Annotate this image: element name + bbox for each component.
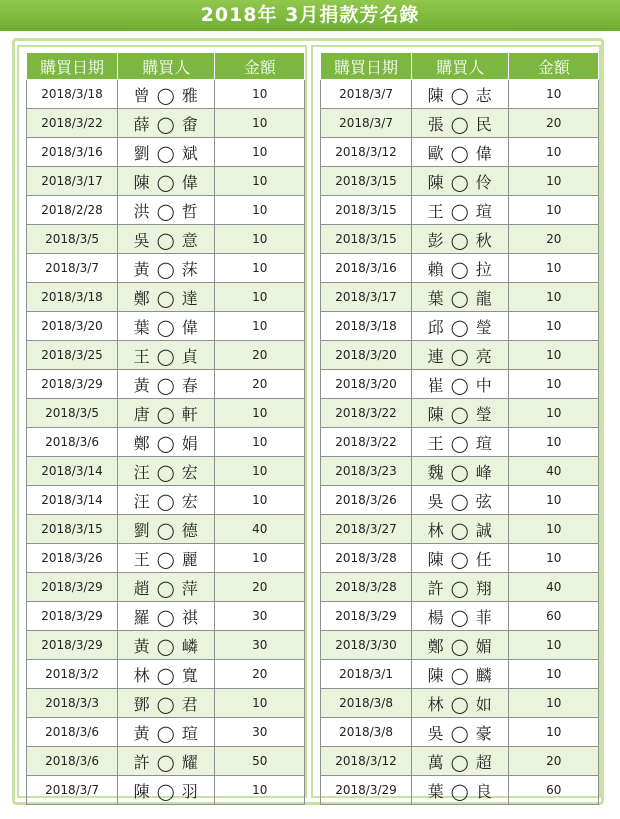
right-table-panel	[311, 45, 601, 801]
amount-cell: 10	[509, 486, 599, 515]
amount-cell: 20	[215, 370, 305, 399]
table-row	[321, 312, 599, 341]
date-cell: 2018/3/1	[321, 660, 412, 689]
date-cell: 2018/3/15	[321, 167, 412, 196]
buyer-cell: 陳 ◯ 任	[412, 544, 509, 573]
table-row	[321, 254, 599, 283]
table-row	[27, 631, 305, 660]
buyer-cell: 鄧 ◯ 君	[118, 689, 215, 718]
table-row	[27, 341, 305, 370]
date-cell: 2018/3/5	[27, 225, 118, 254]
amount-cell: 10	[215, 312, 305, 341]
amount-cell: 10	[509, 515, 599, 544]
date-cell: 2018/3/17	[27, 167, 118, 196]
amount-cell: 60	[509, 776, 599, 805]
date-cell: 2018/3/14	[27, 457, 118, 486]
date-cell: 2018/3/6	[27, 428, 118, 457]
amount-cell: 10	[215, 689, 305, 718]
amount-cell: 10	[509, 544, 599, 573]
amount-cell: 10	[215, 486, 305, 515]
amount-cell: 10	[509, 660, 599, 689]
table-row	[27, 399, 305, 428]
buyer-cell: 鄭 ◯ 達	[118, 283, 215, 312]
buyer-cell: 許 ◯ 耀	[118, 747, 215, 776]
date-cell: 2018/3/29	[27, 631, 118, 660]
date-cell: 2018/3/23	[321, 457, 412, 486]
table-row	[321, 167, 599, 196]
page-title: 2018年 3月捐款芳名錄	[0, 0, 620, 31]
date-cell: 2018/3/2	[27, 660, 118, 689]
table-row	[321, 573, 599, 602]
buyer-cell: 曾 ◯ 雅	[118, 80, 215, 109]
amount-cell: 10	[215, 254, 305, 283]
buyer-cell: 劉 ◯ 斌	[118, 138, 215, 167]
amount-cell: 20	[215, 573, 305, 602]
buyer-cell: 劉 ◯ 德	[118, 515, 215, 544]
buyer-cell: 葉 ◯ 龍	[412, 283, 509, 312]
date-cell: 2018/3/17	[321, 283, 412, 312]
date-cell: 2018/3/8	[321, 689, 412, 718]
table-row	[27, 544, 305, 573]
buyer-cell: 唐 ◯ 軒	[118, 399, 215, 428]
buyer-cell: 陳 ◯ 偉	[118, 167, 215, 196]
amount-cell: 10	[509, 80, 599, 109]
amount-cell: 10	[509, 370, 599, 399]
table-row	[321, 370, 599, 399]
amount-cell: 10	[509, 341, 599, 370]
header-row	[321, 53, 599, 80]
table-row	[321, 196, 599, 225]
amount-cell: 10	[509, 167, 599, 196]
buyer-cell: 陳 ◯ 麟	[412, 660, 509, 689]
table-row	[27, 167, 305, 196]
date-cell: 2018/3/29	[321, 602, 412, 631]
table-row	[27, 486, 305, 515]
amount-cell: 10	[509, 138, 599, 167]
date-cell: 2018/3/29	[321, 776, 412, 805]
buyer-cell: 彭 ◯ 秋	[412, 225, 509, 254]
date-cell: 2018/3/22	[321, 428, 412, 457]
table-row	[27, 602, 305, 631]
amount-cell: 10	[215, 283, 305, 312]
table-row	[27, 689, 305, 718]
buyer-cell: 吳 ◯ 意	[118, 225, 215, 254]
amount-cell: 40	[215, 515, 305, 544]
table-row	[321, 544, 599, 573]
table-row	[321, 138, 599, 167]
amount-cell: 10	[215, 167, 305, 196]
table-row	[27, 283, 305, 312]
table-row	[321, 399, 599, 428]
table-row	[321, 225, 599, 254]
table-row	[27, 312, 305, 341]
table-row	[321, 109, 599, 138]
buyer-cell: 連 ◯ 亮	[412, 341, 509, 370]
amount-cell: 10	[215, 428, 305, 457]
table-row	[27, 80, 305, 109]
buyer-cell: 陳 ◯ 伶	[412, 167, 509, 196]
amount-cell: 60	[509, 602, 599, 631]
date-cell: 2018/3/16	[27, 138, 118, 167]
buyer-cell: 王 ◯ 麗	[118, 544, 215, 573]
buyer-cell: 陳 ◯ 羽	[118, 776, 215, 805]
date-cell: 2018/3/7	[321, 109, 412, 138]
amount-cell: 10	[509, 399, 599, 428]
buyer-cell: 羅 ◯ 祺	[118, 602, 215, 631]
buyer-cell: 趙 ◯ 萍	[118, 573, 215, 602]
amount-cell: 10	[215, 457, 305, 486]
amount-cell: 20	[215, 660, 305, 689]
date-cell: 2018/3/28	[321, 544, 412, 573]
amount-cell: 10	[509, 312, 599, 341]
table-row	[27, 370, 305, 399]
date-cell: 2018/3/7	[321, 80, 412, 109]
date-cell: 2018/3/7	[27, 254, 118, 283]
date-cell: 2018/3/30	[321, 631, 412, 660]
amount-cell: 10	[509, 254, 599, 283]
header-amount: 金額	[509, 53, 599, 80]
buyer-cell: 歐 ◯ 偉	[412, 138, 509, 167]
amount-cell: 20	[509, 109, 599, 138]
table-row	[321, 689, 599, 718]
table-row	[321, 776, 599, 805]
amount-cell: 40	[509, 457, 599, 486]
date-cell: 2018/3/3	[27, 689, 118, 718]
date-cell: 2018/3/27	[321, 515, 412, 544]
amount-cell: 10	[215, 196, 305, 225]
date-cell: 2018/3/18	[27, 283, 118, 312]
buyer-cell: 賴 ◯ 拉	[412, 254, 509, 283]
buyer-cell: 黃 ◯ 瑄	[118, 718, 215, 747]
amount-cell: 10	[215, 544, 305, 573]
buyer-cell: 黃 ◯ 春	[118, 370, 215, 399]
date-cell: 2018/3/29	[27, 370, 118, 399]
amount-cell: 30	[215, 718, 305, 747]
buyer-cell: 陳 ◯ 志	[412, 80, 509, 109]
table-row	[27, 573, 305, 602]
donor-table-right	[320, 52, 599, 805]
date-cell: 2018/3/29	[27, 573, 118, 602]
date-cell: 2018/3/12	[321, 138, 412, 167]
buyer-cell: 崔 ◯ 中	[412, 370, 509, 399]
table-row	[27, 428, 305, 457]
date-cell: 2018/2/28	[27, 196, 118, 225]
amount-cell: 10	[215, 109, 305, 138]
header-date: 購買日期	[27, 53, 118, 80]
buyer-cell: 葉 ◯ 偉	[118, 312, 215, 341]
buyer-cell: 邱 ◯ 瑩	[412, 312, 509, 341]
table-row	[27, 138, 305, 167]
buyer-cell: 林 ◯ 誠	[412, 515, 509, 544]
table-row	[321, 457, 599, 486]
buyer-cell: 汪 ◯ 宏	[118, 486, 215, 515]
buyer-cell: 葉 ◯ 良	[412, 776, 509, 805]
date-cell: 2018/3/5	[27, 399, 118, 428]
buyer-cell: 鄭 ◯ 媚	[412, 631, 509, 660]
date-cell: 2018/3/20	[27, 312, 118, 341]
table-row	[321, 341, 599, 370]
buyer-cell: 陳 ◯ 瑩	[412, 399, 509, 428]
date-cell: 2018/3/26	[27, 544, 118, 573]
buyer-cell: 洪 ◯ 哲	[118, 196, 215, 225]
date-cell: 2018/3/14	[27, 486, 118, 515]
amount-cell: 40	[509, 573, 599, 602]
buyer-cell: 黃 ◯ 嶙	[118, 631, 215, 660]
date-cell: 2018/3/18	[27, 80, 118, 109]
amount-cell: 10	[509, 689, 599, 718]
amount-cell: 10	[215, 80, 305, 109]
buyer-cell: 張 ◯ 民	[412, 109, 509, 138]
table-row	[27, 225, 305, 254]
table-row	[27, 196, 305, 225]
amount-cell: 10	[215, 225, 305, 254]
buyer-cell: 魏 ◯ 峰	[412, 457, 509, 486]
buyer-cell: 王 ◯ 瑄	[412, 196, 509, 225]
amount-cell: 20	[509, 225, 599, 254]
table-row	[321, 283, 599, 312]
amount-cell: 20	[215, 341, 305, 370]
amount-cell: 10	[509, 196, 599, 225]
buyer-cell: 楊 ◯ 菲	[412, 602, 509, 631]
table-row	[27, 747, 305, 776]
buyer-cell: 王 ◯ 貞	[118, 341, 215, 370]
amount-cell: 10	[509, 718, 599, 747]
left-table-panel	[17, 45, 307, 801]
amount-cell: 10	[509, 283, 599, 312]
amount-cell: 10	[215, 776, 305, 805]
buyer-cell: 吳 ◯ 弦	[412, 486, 509, 515]
table-row	[27, 776, 305, 805]
amount-cell: 30	[215, 602, 305, 631]
date-cell: 2018/3/12	[321, 747, 412, 776]
buyer-cell: 吳 ◯ 豪	[412, 718, 509, 747]
date-cell: 2018/3/7	[27, 776, 118, 805]
table-row	[27, 515, 305, 544]
buyer-cell: 薛 ◯ 畬	[118, 109, 215, 138]
donor-table-left	[26, 52, 305, 805]
date-cell: 2018/3/15	[321, 225, 412, 254]
amount-cell: 10	[509, 631, 599, 660]
buyer-cell: 汪 ◯ 宏	[118, 457, 215, 486]
date-cell: 2018/3/25	[27, 341, 118, 370]
amount-cell: 30	[215, 631, 305, 660]
date-cell: 2018/3/15	[321, 196, 412, 225]
table-row	[321, 631, 599, 660]
table-row	[27, 660, 305, 689]
table-row	[321, 515, 599, 544]
table-row	[321, 428, 599, 457]
date-cell: 2018/3/6	[27, 747, 118, 776]
date-cell: 2018/3/22	[321, 399, 412, 428]
table-row	[27, 254, 305, 283]
amount-cell: 50	[215, 747, 305, 776]
date-cell: 2018/3/18	[321, 312, 412, 341]
table-row	[321, 80, 599, 109]
date-cell: 2018/3/16	[321, 254, 412, 283]
amount-cell: 10	[215, 138, 305, 167]
date-cell: 2018/3/29	[27, 602, 118, 631]
table-row	[321, 486, 599, 515]
date-cell: 2018/3/6	[27, 718, 118, 747]
table-row	[321, 602, 599, 631]
buyer-cell: 林 ◯ 如	[412, 689, 509, 718]
table-row	[321, 718, 599, 747]
header-buyer: 購買人	[118, 53, 215, 80]
date-cell: 2018/3/22	[27, 109, 118, 138]
buyer-cell: 王 ◯ 瑄	[412, 428, 509, 457]
buyer-cell: 萬 ◯ 超	[412, 747, 509, 776]
date-cell: 2018/3/26	[321, 486, 412, 515]
buyer-cell: 林 ◯ 寬	[118, 660, 215, 689]
buyer-cell: 許 ◯ 翔	[412, 573, 509, 602]
table-row	[27, 718, 305, 747]
table-row	[27, 109, 305, 138]
buyer-cell: 黃 ◯ 莯	[118, 254, 215, 283]
date-cell: 2018/3/20	[321, 370, 412, 399]
header-amount: 金額	[215, 53, 305, 80]
date-cell: 2018/3/8	[321, 718, 412, 747]
buyer-cell: 鄭 ◯ 娟	[118, 428, 215, 457]
date-cell: 2018/3/15	[27, 515, 118, 544]
table-row	[321, 660, 599, 689]
header-date: 購買日期	[321, 53, 412, 80]
amount-cell: 20	[509, 747, 599, 776]
header-buyer: 購買人	[412, 53, 509, 80]
amount-cell: 10	[215, 399, 305, 428]
date-cell: 2018/3/28	[321, 573, 412, 602]
table-row	[27, 457, 305, 486]
header-row	[27, 53, 305, 80]
amount-cell: 10	[509, 428, 599, 457]
date-cell: 2018/3/20	[321, 341, 412, 370]
table-row	[321, 747, 599, 776]
